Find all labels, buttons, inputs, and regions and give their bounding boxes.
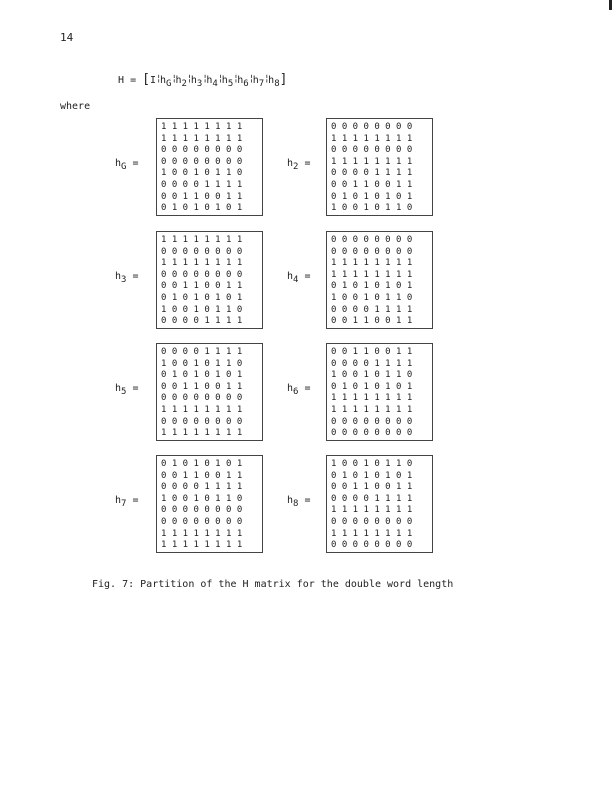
matrix-row: 0 0 0 0 1 1 1 1 <box>161 347 243 357</box>
where-label: where <box>60 101 91 112</box>
equation-open-bracket: [ <box>142 72 150 87</box>
matrix-row: 0 1 0 1 0 1 0 1 <box>161 292 243 303</box>
matrix-label <box>115 495 139 509</box>
matrix-label-equals: = <box>132 383 139 394</box>
matrix-row: 0 0 0 0 0 0 0 0 <box>331 122 413 132</box>
equation-part-subscript: G <box>166 79 172 89</box>
equation-part-base: h <box>268 75 275 86</box>
matrix-row: 0 1 0 1 0 1 0 1 <box>331 470 413 481</box>
matrix-row: 0 0 0 0 1 1 1 1 <box>331 304 413 315</box>
equation-part-base: h <box>252 75 259 86</box>
figure-caption: Fig. 7: Partition of the H matrix for the double word length <box>92 579 454 590</box>
matrix-row: 1 1 1 1 1 1 1 1 <box>331 269 413 280</box>
matrix-row: 0 0 0 0 0 0 0 0 <box>161 393 243 404</box>
matrix-label-equals: = <box>304 495 311 506</box>
equation-part-base: h <box>237 75 244 86</box>
matrix-label-subscript: 2 <box>293 162 299 172</box>
matrix-row: 1 1 1 1 1 1 1 1 <box>161 235 243 245</box>
matrix-row: 0 1 0 1 0 1 0 1 <box>331 191 413 202</box>
equation-part-base: h <box>221 75 228 86</box>
matrix-row: 1 1 1 1 1 1 1 1 <box>161 258 243 269</box>
equation-part-subscript: 6 <box>243 79 249 89</box>
matrix-row: 0 0 0 0 1 1 1 1 <box>161 316 243 327</box>
matrix-row: 0 0 0 0 1 1 1 1 <box>161 482 243 493</box>
matrix-row: 0 0 1 1 0 0 1 1 <box>161 470 243 481</box>
equation-part-subscript: 4 <box>212 79 218 89</box>
matrix-label <box>287 383 311 397</box>
matrix-row: 1 1 1 1 1 1 1 1 <box>331 258 413 269</box>
matrix-row: 0 0 0 0 0 0 0 0 <box>331 246 413 257</box>
matrix-label-subscript: 6 <box>293 387 299 397</box>
equation-part-subscript: 8 <box>274 79 280 89</box>
matrix-row: 1 1 1 1 1 1 1 1 <box>161 133 243 144</box>
equation-part-base: I <box>149 75 156 86</box>
matrix-row: 0 1 0 1 0 1 0 1 <box>161 370 243 381</box>
matrix-row: 0 0 0 0 0 0 0 0 <box>331 416 413 427</box>
matrix-row: 1 0 0 1 0 1 1 0 <box>331 459 413 469</box>
matrix-label <box>287 271 311 285</box>
binary-matrix <box>156 455 263 553</box>
matrix-label <box>115 383 139 397</box>
matrix-row: 1 1 1 1 1 1 1 1 <box>331 505 413 516</box>
matrix-row: 0 0 0 0 0 0 0 0 <box>331 145 413 156</box>
matrix-label-subscript: 8 <box>293 499 299 509</box>
matrix-row: 1 1 1 1 1 1 1 1 <box>161 540 243 551</box>
binary-matrix <box>156 118 263 216</box>
matrix-label-subscript: 7 <box>121 499 127 509</box>
matrix-label-equals: = <box>132 271 139 282</box>
matrix-row: 0 1 0 1 0 1 0 1 <box>161 203 243 214</box>
matrix-row: 0 0 0 0 0 0 0 0 <box>331 235 413 245</box>
matrix-row: 1 1 1 1 1 1 1 1 <box>161 404 243 415</box>
matrix-row: 0 0 0 0 0 0 0 0 <box>331 428 413 439</box>
h-matrix-equation <box>118 72 287 89</box>
matrix-row: 0 0 0 0 1 1 1 1 <box>331 358 413 369</box>
matrix-label-base: h <box>115 158 122 169</box>
matrix-row: 0 0 1 1 0 0 1 1 <box>161 191 243 202</box>
matrix-label-equals: = <box>132 495 139 506</box>
matrix-row: 0 1 0 1 0 1 0 1 <box>331 381 413 392</box>
matrix-label-base: h <box>287 495 294 506</box>
matrix-label-subscript: G <box>121 162 127 172</box>
matrix-row: 0 0 0 0 0 0 0 0 <box>161 269 243 280</box>
equation-partition-separator: ¦ <box>233 74 239 84</box>
matrix-row: 0 0 0 0 0 0 0 0 <box>161 145 243 156</box>
matrix-row: 1 1 1 1 1 1 1 1 <box>331 393 413 404</box>
matrix-row: 1 0 0 1 0 1 1 0 <box>161 304 243 315</box>
matrix-row: 1 0 0 1 0 1 1 0 <box>161 168 243 179</box>
equation-part-subscript: 3 <box>196 79 203 89</box>
equation-part-subscript: 2 <box>181 79 187 89</box>
matrix-label-equals: = <box>304 271 311 282</box>
matrix-row: 0 1 0 1 0 1 0 1 <box>331 281 413 292</box>
matrix-row: 1 1 1 1 1 1 1 1 <box>161 428 243 439</box>
equation-partition-separator: ¦ <box>248 74 255 84</box>
equation-lhs: H <box>118 75 125 86</box>
equation-partition-separator: ¦ <box>171 74 177 84</box>
equation-partition-separator: ¦ <box>202 74 208 84</box>
matrix-row: 0 0 0 0 0 0 0 0 <box>331 540 413 551</box>
binary-matrix <box>326 455 433 553</box>
matrix-row: 0 0 0 0 1 1 1 1 <box>161 179 243 190</box>
equation-part-base: h <box>190 75 197 86</box>
binary-matrix <box>156 343 263 441</box>
equation-part-base: h <box>206 75 213 86</box>
equation-part-base: h <box>175 75 182 86</box>
matrix-row: 1 0 0 1 0 1 1 0 <box>331 292 413 303</box>
matrix-row: 0 0 1 1 0 0 1 1 <box>331 347 413 357</box>
matrix-row: 0 0 1 1 0 0 1 1 <box>161 381 243 392</box>
matrix-label-equals: = <box>132 158 139 169</box>
matrix-row: 0 0 0 0 1 1 1 1 <box>331 493 413 504</box>
matrix-label <box>287 495 311 509</box>
binary-matrix <box>326 118 433 216</box>
matrix-label-base: h <box>287 383 294 394</box>
matrix-row: 0 0 0 0 0 0 0 0 <box>161 156 243 167</box>
matrix-row: 1 0 0 1 0 1 1 0 <box>161 493 243 504</box>
matrix-row: 1 0 0 1 0 1 1 0 <box>331 203 413 214</box>
equation-part-base: h <box>159 75 167 86</box>
matrix-row: 1 1 1 1 1 1 1 1 <box>161 122 243 132</box>
matrix-label-subscript: 3 <box>121 275 127 285</box>
matrix-label-subscript: 5 <box>121 387 127 397</box>
matrix-row: 1 1 1 1 1 1 1 1 <box>331 528 413 539</box>
equation-partition-separator: ¦ <box>186 74 193 84</box>
matrix-row: 1 1 1 1 1 1 1 1 <box>161 528 243 539</box>
matrix-label <box>115 158 139 172</box>
matrix-row: 1 1 1 1 1 1 1 1 <box>331 404 413 415</box>
matrix-row: 0 0 0 0 0 0 0 0 <box>161 516 243 527</box>
matrix-row: 1 0 0 1 0 1 1 0 <box>161 358 243 369</box>
equation-equals: = <box>130 75 137 86</box>
matrix-row: 0 0 1 1 0 0 1 1 <box>331 179 413 190</box>
equation-part-subscript: 7 <box>258 79 265 89</box>
equation-close-bracket: ] <box>279 72 288 87</box>
matrix-row: 1 1 1 1 1 1 1 1 <box>331 156 413 167</box>
matrix-row: 1 1 1 1 1 1 1 1 <box>331 133 413 144</box>
matrix-label-base: h <box>115 271 122 282</box>
matrix-row: 0 0 1 1 0 0 1 1 <box>331 482 413 493</box>
matrix-label-base: h <box>115 383 122 394</box>
equation-partition-separator: ¦ <box>264 74 270 84</box>
equation-partition-separator: ¦ <box>155 74 162 84</box>
matrix-label <box>115 271 139 285</box>
matrix-row: 1 0 0 1 0 1 1 0 <box>331 370 413 381</box>
equation-partition-separator: ¦ <box>217 74 224 84</box>
matrix-label <box>287 158 311 172</box>
binary-matrix <box>326 343 433 441</box>
matrix-row: 0 0 0 0 0 0 0 0 <box>161 505 243 516</box>
equation-part-subscript: 5 <box>227 79 234 89</box>
matrix-label-base: h <box>287 271 294 282</box>
matrix-row: 0 0 0 0 0 0 0 0 <box>161 416 243 427</box>
matrix-row: 0 1 0 1 0 1 0 1 <box>161 459 243 469</box>
matrix-label-equals: = <box>304 383 311 394</box>
matrix-row: 0 0 1 1 0 0 1 1 <box>161 281 243 292</box>
matrix-row: 0 0 0 0 1 1 1 1 <box>331 168 413 179</box>
page-number: 14 <box>60 31 74 44</box>
matrix-label-base: h <box>115 495 122 506</box>
matrix-row: 0 0 0 0 0 0 0 0 <box>161 246 243 257</box>
matrix-label-base: h <box>287 158 294 169</box>
matrix-row: 0 0 1 1 0 0 1 1 <box>331 316 413 327</box>
matrix-label-equals: = <box>304 158 311 169</box>
binary-matrix <box>156 231 263 329</box>
binary-matrix <box>326 231 433 329</box>
matrix-label-subscript: 4 <box>293 275 299 285</box>
matrix-row: 0 0 0 0 0 0 0 0 <box>331 516 413 527</box>
